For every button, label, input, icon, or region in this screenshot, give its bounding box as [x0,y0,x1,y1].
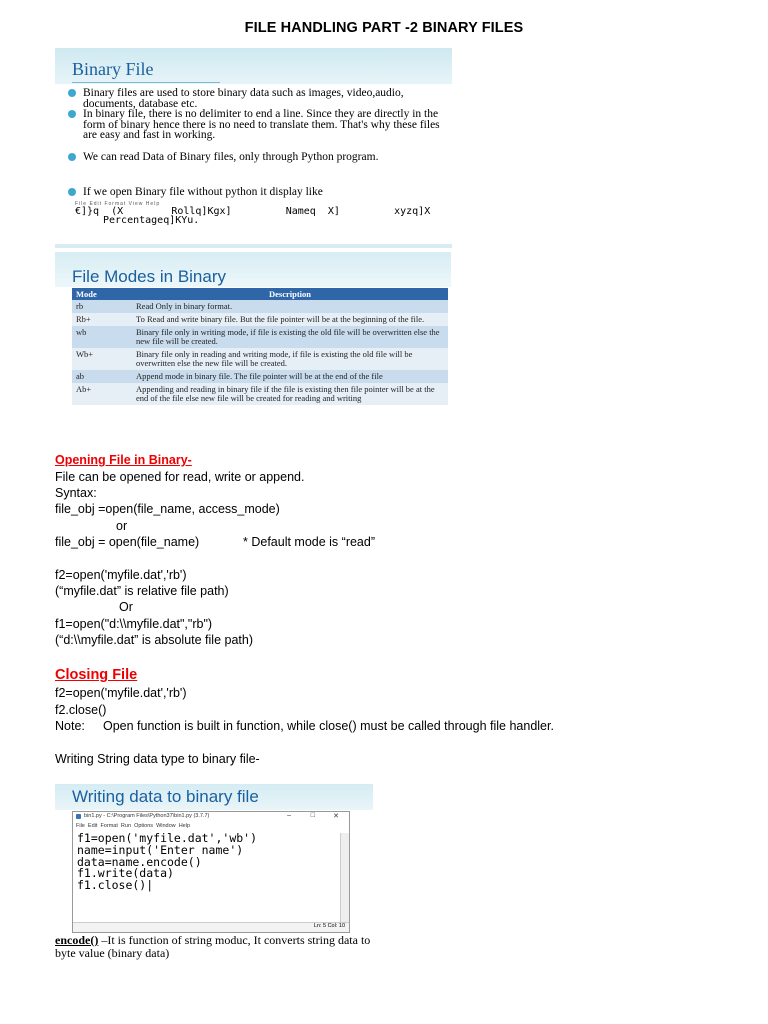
maximize-button[interactable]: □ [310,812,315,819]
binary-file-slide [55,48,452,248]
code-line: f1.write(data) [77,866,174,881]
bullet-dot-icon [68,110,76,118]
code-line: f1.close()| [77,878,154,893]
table-row: rb Read Only in binary format. [72,300,448,313]
text-line: or [116,519,128,533]
slide-heading: Binary File [72,59,154,79]
section-heading-close: Closing File [55,667,138,683]
code-line: f2.close() [55,703,107,717]
note-text: Open function is built in function, while close() must be called through file handler. [103,719,554,733]
bullet-dot-icon [68,153,76,161]
editor-menubar[interactable]: File Edit Format Run Options Window Help [76,823,191,829]
scrollbar[interactable] [340,833,349,931]
text-line: * Default mode is “read” [243,535,376,549]
text-line: Writing String data type to binary file- [55,752,260,766]
code-line: f2=open('myfile.dat','rb') [55,686,187,700]
table-row: Rb+ To Read and write binary file. But the file pointer will be at the beginning of the file. [72,313,448,326]
garbled-text: Percentageq]KYu. [103,215,200,226]
bullet-dot-icon [68,89,76,97]
code-area[interactable] [77,833,257,892]
code-line: f1=open('myfile.dat','wb') [77,831,258,845]
minimize-button[interactable]: – [287,812,291,819]
close-button[interactable]: ✕ [333,813,339,820]
code-line: f1=open("d:\\myfile.dat","rb") [55,617,213,631]
bullet-dot-icon [68,188,76,196]
table-row: wb Binary file only in writing mode, if file is existing the old file will be overwritten else the new file will be created. [72,326,448,348]
text-line: Or [119,600,133,614]
encode-description: encode() –It is function of string moduc, It converts string data to byte value (binary data) [55,933,371,960]
garbled-text: €]}q (X Rollq]Kgx] Nameq X] xyzq]X [75,206,431,217]
section-heading-open: Opening File in Binary- [55,453,192,467]
idle-editor-window [72,811,350,933]
text-line: (“myfile.dat” is relative file path) [55,584,229,598]
bullet-item: We can read Data of Binary files, only through Python program. [77,152,445,163]
bullet-item: In binary file, there is no delimiter to end a line. Since they are directly in the form of binary hence there is no need to translate them. That's why these files are easy and fast in working. [77,109,445,141]
code-line: name=input('Enter name') [77,842,244,857]
editor-titlebar [73,812,349,822]
file-modes-slide [55,252,451,442]
table-row: ab Append mode in binary file. The file pointer will be at the end of the file [72,370,448,383]
slide-heading: File Modes in Binary [72,267,227,286]
python-file-icon [76,814,81,819]
text-line: file_obj =open(file_name, access_mode) [55,502,280,516]
column-header: Mode [72,288,132,300]
status-bar: Ln: 5 Col: 10 [73,922,349,932]
text-line: Syntax: [55,486,97,500]
modes-table [72,288,448,405]
code-line: data=name.encode() [77,854,202,869]
window-title: bin1.py - C:\Program Files\Python37\bin1.py (3.7.7) [84,813,210,819]
notepad-menu: File Edit Format View Help [75,201,161,207]
text-line: file_obj = open(file_name) [55,535,200,549]
slide-heading: Writing data to binary file [72,787,259,806]
column-header: Description [132,288,448,300]
code-line: f2=open('myfile.dat','rb') [55,568,187,582]
table-row: Ab+ Appending and reading in binary file if the file is existing then file pointer will be at the end of the file else new file will be created for reading and writing [72,383,448,405]
table-row: Wb+ Binary file only in reading and writing mode, if file is existing the old file will be overwritten else the new file will be created. [72,348,448,370]
text-line: (“d:\\myfile.dat” is absolute file path) [55,633,253,647]
text-line: File can be opened for read, write or append. [55,470,305,484]
bullet-item: If we open Binary file without python it display like [77,187,445,198]
writing-data-slide [55,784,373,962]
note-label: Note: [55,719,85,733]
bullet-item: Binary files are used to store binary data such as images, video,audio, documents, database etc. [77,88,445,109]
page-title: FILE HANDLING PART -2 BINARY FILES [244,20,524,36]
